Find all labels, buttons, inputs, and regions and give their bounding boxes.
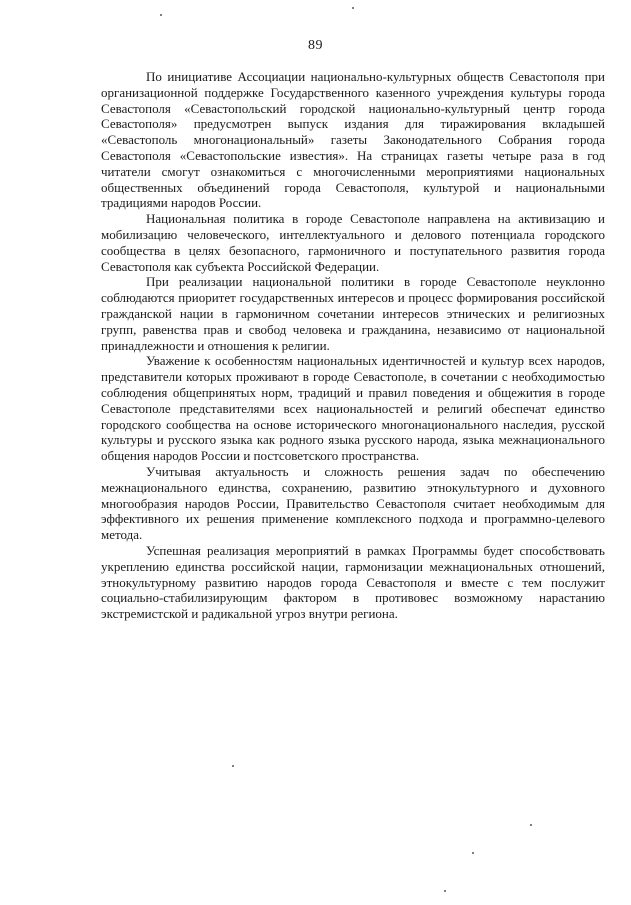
paragraph: Успешная реализация мероприятий в рамках Программы будет способствовать укреплению единства российской нации, гармонизации межнациональных отношений, этнокультурному развитию народов города Севастополя и вместе с тем послужит социально-стабилизирующим фактором в противовес возможному нарастанию экстремистской и радикальной угроз внутри региона. bbox=[101, 542, 605, 622]
paragraph: При реализации национальной политики в городе Севастополе неуклонно соблюдаются приоритет государственных интересов и процесс формирования российской гражданской нации в гармоничном сочетании интересов этнических и религиозных групп, равенства прав и свобод человека и гражданина, независимо от национальной принадлежности и отношения к религии. bbox=[101, 274, 605, 353]
scan-speck bbox=[232, 765, 234, 767]
scan-speck bbox=[530, 824, 532, 826]
scan-speck bbox=[352, 7, 354, 9]
paragraph: Уважение к особенностям национальных идентичностей и культур всех народов, представители которых проживают в городе Севастополе, в сочетании с необходимостью соблюдения общепринятых норм, традиций и правил поведения и общежития в городе Севастополе представителями всех национальностей и религий обеспечат единство городского сообщества на основе исторического многонационального наследия, русской культуры и русского языка как родного языка русского народа, языка межнационального общения народов России и постсоветского пространства. bbox=[101, 353, 605, 464]
scan-speck bbox=[472, 852, 474, 854]
paragraph: Учитывая актуальность и сложность решения задач по обеспечению межнационального единства, сохранению, развитию этнокультурного и духовного многообразия народов России, Правительство Севастополя считает необходимым для эффективного их решения применение комплексного подхода и программно-целевого метода. bbox=[101, 463, 605, 543]
document-body bbox=[101, 69, 605, 622]
scan-speck bbox=[160, 14, 162, 16]
scan-speck bbox=[444, 890, 446, 892]
page-number: 89 bbox=[308, 38, 323, 53]
paragraph: Национальная политика в городе Севастополе направлена на активизацию и мобилизацию человеческого, интеллектуального и делового потенциала городского сообщества в целях безопасного, гармоничного и поступательного развития города Севастополя как субъекта Российской Федерации. bbox=[101, 211, 605, 274]
paragraph: По инициативе Ассоциации национально-культурных обществ Севастополя при организационной поддержке Государственного казенного учреждения культуры города Севастополя «Севастопольский городской национально-культурный центр города Севастополя» предусмотрен выпуск издания для тиражирования вкладышей «Севастополь многонациональный» газеты Законодательного Собрания города Севастополя «Севастопольские известия». На страницах газеты четыре раза в год читатели смогут ознакомиться с многочисленными мероприятиями национальных общественных объединений города Севастополя, культурой и национальными традициями народов России. bbox=[101, 69, 605, 211]
